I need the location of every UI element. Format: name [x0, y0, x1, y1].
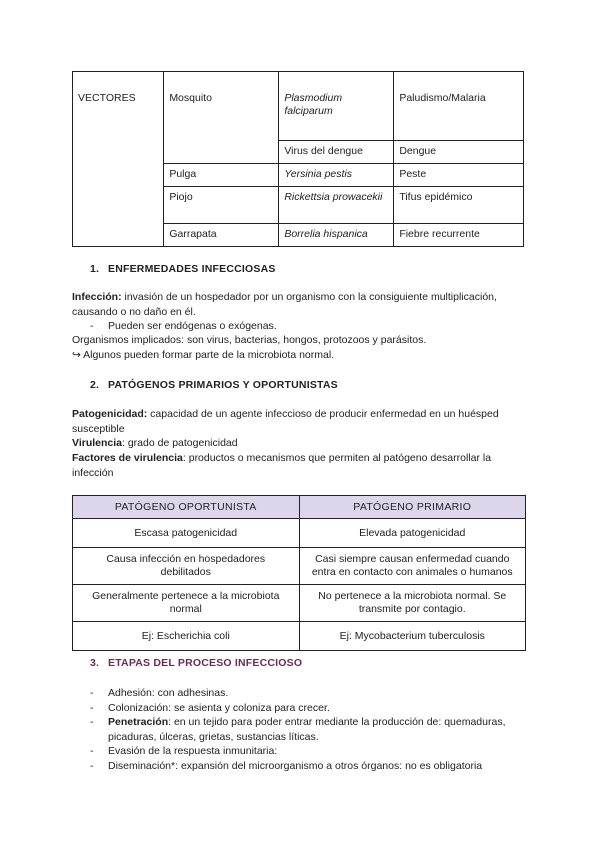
arrow-note: ↪ Algunos pueden formar parte de la microbiota normal.	[72, 349, 335, 361]
header-primario: PATÓGENO PRIMARIO	[299, 496, 526, 519]
agent-cell: Virus del dengue	[279, 141, 394, 164]
table-row	[73, 164, 524, 187]
vector-cell: Piojo	[164, 187, 279, 224]
table-cell: Escasa patogenicidad	[73, 519, 300, 548]
table-row	[73, 224, 524, 247]
vectors-group-cell	[73, 187, 164, 224]
vectors-group-cell: VECTORES	[73, 72, 164, 141]
vectors-group-cell	[73, 164, 164, 187]
agent-cell: Borrelia hispanica	[279, 224, 394, 247]
list-item: - Evasión de la respuesta inmunitaria:	[90, 745, 278, 757]
disease-cell: Dengue	[394, 141, 524, 164]
table-cell: No pertenece a la microbiota normal. Se transmite por contagio.	[299, 585, 526, 622]
vector-cell: Garrapata	[164, 224, 279, 247]
table-row	[73, 72, 524, 141]
disease-cell: Tifus epidémico	[394, 187, 524, 224]
virulencia-definition: Virulencia: grado de patogenicidad	[72, 437, 238, 449]
header-oportunista: PATÓGENO OPORTUNISTA	[73, 496, 300, 519]
pathogen-comparison-table	[72, 495, 526, 651]
table-row	[73, 141, 524, 164]
agent-cell: Rickettsia prowacekii	[279, 187, 394, 224]
vector-cell: Pulga	[164, 164, 279, 187]
organismos-line: Organismos implicados: son virus, bacterias, hongos, protozoos y parásitos.	[72, 334, 427, 346]
vector-cell: Mosquito	[164, 72, 279, 141]
list-item: - Colonización: se asienta y coloniza para crecer.	[90, 702, 330, 714]
factores-definition: Factores de virulencia: productos o mecanismos que permiten al patógeno desarrollar la infección	[72, 452, 492, 479]
vectors-table	[72, 71, 524, 247]
agent-cell: Yersinia pestis	[279, 164, 394, 187]
vectors-group-cell	[73, 141, 164, 164]
vectors-group-cell	[73, 224, 164, 247]
table-cell: Casi siempre causan enfermedad cuando entra en contacto con animales o humanos	[299, 548, 526, 585]
table-cell: Generalmente pertenece a la microbiota normal	[73, 585, 300, 622]
list-item: - Penetración: en un tejido para poder entrar mediante la producción de: quemaduras, picaduras, úlceras, grietas, sustancias líticas.	[90, 716, 506, 743]
disease-cell: Peste	[394, 164, 524, 187]
list-item: - Diseminación*: expansión del microorganismo a otros órganos: no es obligatoria	[90, 760, 483, 772]
disease-cell: Paludismo/Malaria	[394, 72, 524, 141]
table-row	[73, 622, 526, 651]
disease-cell: Fiebre recurrente	[394, 224, 524, 247]
table-cell: Ej: Escherichia coli	[73, 622, 300, 651]
patogenicidad-definition: Patogenicidad: capacidad de un agente infeccioso de producir enfermedad en un huésped susceptible	[72, 408, 499, 435]
infeccion-definition: Infección: invasión de un hospedador por un organismo con la consiguiente multiplicación, causando o no daño en él.	[72, 291, 497, 318]
section-1-heading: 1. ENFERMEDADES INFECCIOSAS	[90, 263, 276, 275]
table-cell: Ej: Mycobacterium tuberculosis	[299, 622, 526, 651]
list-item: - Pueden ser endógenas o exógenas.	[90, 320, 277, 332]
list-item: - Adhesión: con adhesinas.	[90, 687, 229, 699]
table-cell: Elevada patogenicidad	[299, 519, 526, 548]
table-row	[73, 548, 526, 585]
table-row	[73, 519, 526, 548]
table-header-row	[73, 496, 526, 519]
table-row	[73, 585, 526, 622]
vector-cell	[164, 141, 279, 164]
agent-cell: Plasmodium falciparum	[279, 72, 394, 141]
table-cell: Causa infección en hospedadores debilitados	[73, 548, 300, 585]
section-2-heading: 2. PATÓGENOS PRIMARIOS Y OPORTUNISTAS	[90, 379, 338, 391]
section-3-heading: 3. ETAPAS DEL PROCESO INFECCIOSO	[90, 657, 303, 669]
table-row	[73, 187, 524, 224]
